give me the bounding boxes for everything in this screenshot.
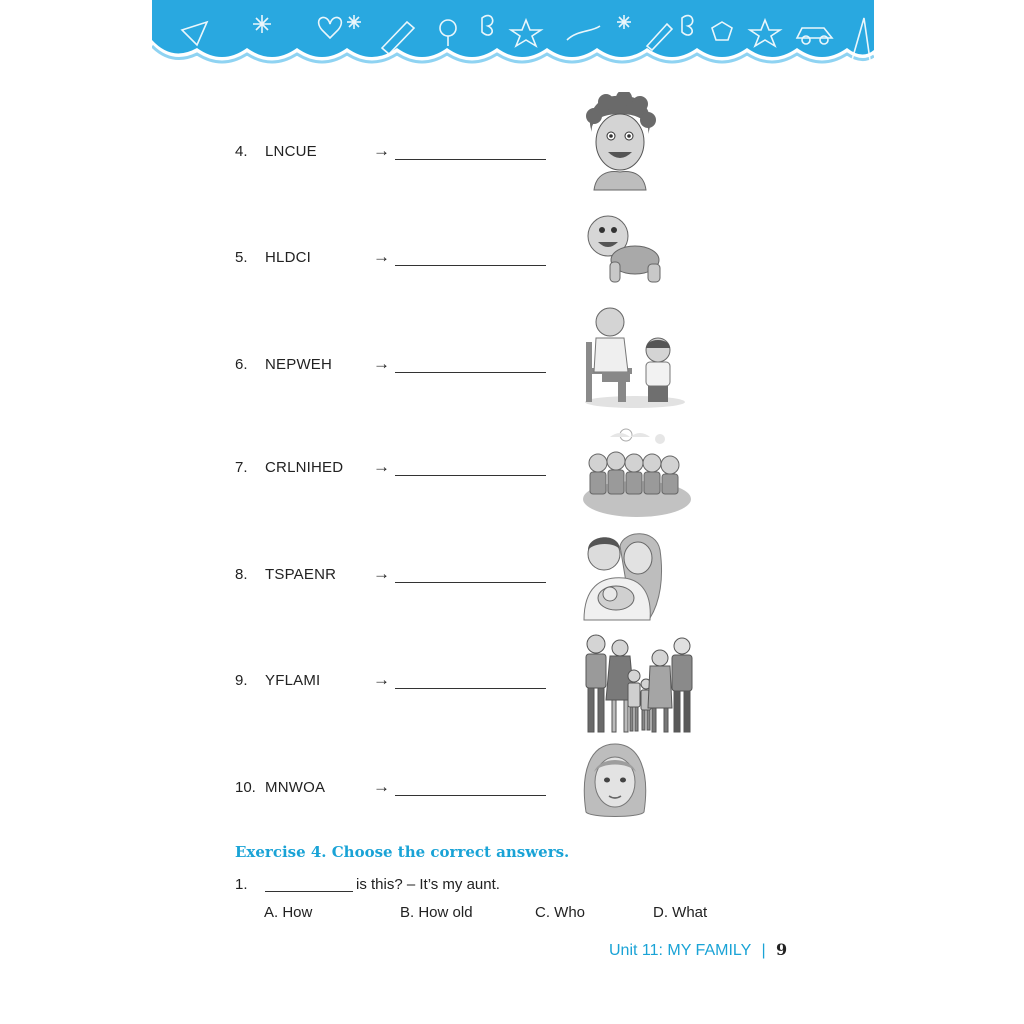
- item-number: 6.: [235, 356, 248, 373]
- curly-haired-man-icon: [580, 92, 700, 192]
- question-number: 1.: [235, 876, 248, 893]
- answer-blank[interactable]: [395, 475, 546, 476]
- family-group-icon: [580, 632, 700, 732]
- scrambled-word: TSPAENR: [265, 566, 337, 583]
- answer-blank[interactable]: [395, 265, 546, 266]
- crawling-baby-icon: [580, 212, 700, 312]
- item-number: 7.: [235, 459, 248, 476]
- arrow-icon: →: [373, 777, 390, 796]
- question-text: is this? – It’s my aunt.: [356, 876, 500, 893]
- list-item: [235, 779, 565, 819]
- arrow-icon: →: [373, 141, 390, 160]
- exercise-title: Exercise 4. Choose the correct answers.: [235, 843, 570, 861]
- grandfather-and-boy-icon: [580, 302, 700, 402]
- scrambled-word: LNCUE: [265, 143, 317, 160]
- option-c[interactable]: C. Who: [535, 904, 586, 921]
- item-number: 4.: [235, 143, 248, 160]
- item-number: 9.: [235, 672, 248, 689]
- list-item: [235, 672, 565, 712]
- list-item: [235, 459, 565, 499]
- footer-separator: |: [761, 942, 766, 959]
- arrow-icon: →: [373, 670, 390, 689]
- option-b[interactable]: B. How old: [400, 904, 473, 921]
- scrambled-word: YFLAMI: [265, 672, 321, 689]
- page-number: 9: [776, 940, 788, 959]
- item-number: 10.: [235, 779, 256, 796]
- top-banner: [152, 0, 874, 70]
- list-item: [235, 249, 565, 289]
- scrambled-word: NEPWEH: [265, 356, 333, 373]
- answer-blank[interactable]: [265, 891, 353, 892]
- arrow-icon: →: [373, 354, 390, 373]
- parents-with-baby-icon: [580, 528, 700, 628]
- scrambled-word: HLDCI: [265, 249, 312, 266]
- scrambled-word: MNWOA: [265, 779, 326, 796]
- answer-blank[interactable]: [395, 688, 546, 689]
- option-d[interactable]: D. What: [653, 904, 708, 921]
- arrow-icon: →: [373, 247, 390, 266]
- answer-blank[interactable]: [395, 795, 546, 796]
- answer-blank[interactable]: [395, 159, 546, 160]
- page-footer: [609, 940, 787, 960]
- item-number: 8.: [235, 566, 248, 583]
- list-item: [235, 566, 565, 606]
- answer-blank[interactable]: [395, 372, 546, 373]
- answer-blank[interactable]: [395, 582, 546, 583]
- item-number: 5.: [235, 249, 248, 266]
- list-item: [235, 356, 565, 396]
- scrambled-word: CRLNIHED: [265, 459, 344, 476]
- group-of-children-icon: [580, 425, 700, 525]
- option-a[interactable]: A. How: [264, 904, 313, 921]
- list-item: [235, 143, 565, 183]
- woman-face-icon: [580, 742, 700, 842]
- unit-title: Unit 11: MY FAMILY: [609, 942, 751, 959]
- arrow-icon: →: [373, 457, 390, 476]
- arrow-icon: →: [373, 564, 390, 583]
